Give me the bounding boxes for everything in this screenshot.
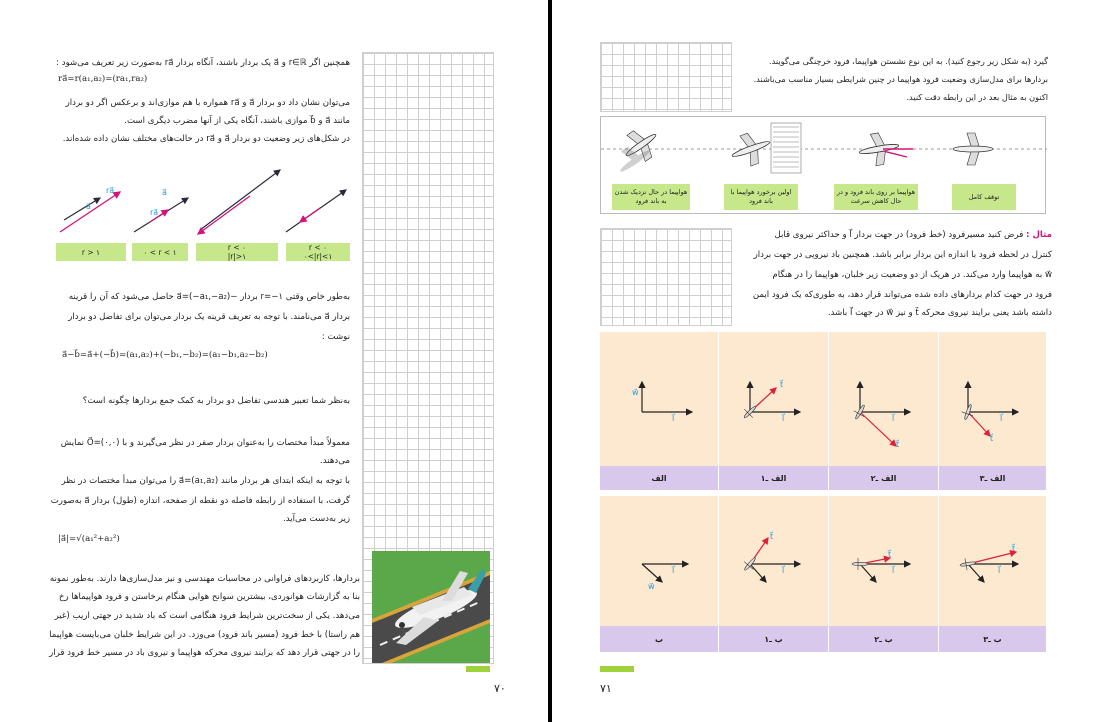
paragraph-application-1: بردارها، کاربردهای فراوانی در محاسبات مهندسی و نیز مدل‌سازی‌ها دارند. به‌طور نمونه xyxy=(49,574,360,584)
example-line-2: کنترل در لحظه فرود با اندازه این بردار برابر باشد. همچنین باد نیرویی در جهت بردار xyxy=(753,250,1052,260)
paragraph-application-5: را در جهتی قرار دهد که برایند نیروی محرکه هواپیما و نیروی باد در مسیر خط فرود قرار xyxy=(49,648,360,658)
paragraph-application-2: بنا به گزارشات هوانوردی، بیشترین سوانح هوایی هنگام برخاستن و فرود هواپیماها رخ xyxy=(58,592,360,602)
intro-2: بردارها برای مدل‌سازی وضعیت فرود هواپیما در چنین شرایطی بسیار مناسب می‌باشند. xyxy=(753,74,1048,84)
caption-be-2: ب ـ۲ xyxy=(829,626,938,652)
intro-1: گیرد (به شکل زیر رجوع کنید). به این نوع نشستن هواپیما، فرود خرچنگی می‌گویند. xyxy=(769,56,1048,66)
label-ra-case1: ra⃗ xyxy=(106,186,115,195)
label-t-alef1: t⃗ xyxy=(780,380,784,389)
page-accent-bar xyxy=(600,666,634,672)
airplane-icon xyxy=(372,551,490,663)
airport-label-stop: توقف کامل xyxy=(952,184,1016,210)
vector-case-label-1: r > ۱ xyxy=(56,243,126,261)
label-l-be2: l⃗ xyxy=(892,566,895,575)
label-l-alef2: l⃗ xyxy=(892,414,895,423)
paragraph-scalar: همچنین اگر r∈ℝ و a⃗ یک بردار باشند، آنگاه بردار ra⃗ به‌صورت زیر تعریف می‌شود : xyxy=(56,58,350,68)
intro-3: اکنون به مثال بعد در این رابطه دقت کنید. xyxy=(906,92,1048,102)
paragraph-length-3: زیر به‌دست می‌آید. xyxy=(282,514,350,524)
label-t-be1: t⃗ xyxy=(770,532,774,541)
vector-cases-figure xyxy=(50,160,350,245)
vector-ra-case1 xyxy=(60,192,120,232)
paragraph-zero-1: معمولاً مبدأ مختصات را به‌عنوان بردار صفر در نظر می‌گیرند و با O⃗=(۰,۰) نمایش xyxy=(60,438,350,448)
example-line-3: w⃗ به هواپیما وارد می‌کند. در هریک از دو وضعیت زیر خلبان، هواپیما را در هنگام xyxy=(772,270,1052,280)
label-l-be: l⃗ xyxy=(672,566,675,575)
vector-ra-case3 xyxy=(198,196,250,234)
airport-label-approach: هواپیما در حال نزدیک شدن به باند فرود xyxy=(612,184,690,210)
question-geometric: به‌نظر شما تعبیر هندسی تفاضل دو بردار به کمک جمع بردارها چگونه است؟ xyxy=(82,396,350,406)
caption-be-3: ب ـ۳ xyxy=(939,626,1046,652)
caption-alef-2: الف ـ۲ xyxy=(829,466,938,490)
example-line-4: فرود در جهت کدام بردارهای داده شده می‌تواند قرار دهد، به طوری‌که یک فرود ایمن xyxy=(752,290,1052,300)
label-a-case2: a⃗ xyxy=(162,188,167,197)
equation-difference: a⃗−b⃗=a⃗+(−b⃗)=(a₁,a₂)+(−b₁,−b₂)=(a₁−b₁,a₂−b₂) xyxy=(62,350,268,360)
airplane-approaching-icon xyxy=(617,122,665,169)
paragraph-length-1: با توجه به اینکه ابتدای هر بردار مانند a⃗=(a₁,a₂) را می‌توان مبدأ مختصات در نظر xyxy=(61,476,350,486)
vector-case-label-2: ۰ < r < ۱ xyxy=(132,243,188,261)
left-page xyxy=(0,0,548,722)
paragraph-application-3: می‌دهد. یکی از سخت‌ترین شرایط فرود هنگامی است که باد شدید در جهتی اریب (غیر xyxy=(54,611,360,621)
page-number: ۷۰ xyxy=(494,682,506,695)
label-l-alef3: l⃗ xyxy=(1000,414,1003,423)
label-w-be: w⃗ xyxy=(648,582,655,591)
caption-be: ب xyxy=(600,626,718,652)
airplane-runway-image xyxy=(372,551,490,663)
paragraph-zero-2: می‌دهند. xyxy=(320,456,350,466)
paragraph-application-4: هم راستا) با خط فرود (مسیر باند فرود) می‌وزد. در این شرایط خلبان می‌بایست هواپیما xyxy=(49,630,360,640)
page-accent-bar xyxy=(466,666,490,672)
right-page xyxy=(552,0,1100,722)
example-text-1: فرض کنید مسیرفرود (خط فرود) در جهت بردار l⃗ و حداکثر نیروی قابل xyxy=(774,230,1024,240)
caption-alef: الف xyxy=(600,466,718,490)
equation-length: |a⃗|=√(a₁²+a₂²) xyxy=(58,534,120,544)
paragraph-parallel-1: می‌توان نشان داد دو بردار a⃗ و ra⃗ همواره با هم موازی‌اند و برعکس اگر دو بردار xyxy=(65,98,350,108)
grid-margin-top xyxy=(600,42,732,112)
caption-be-1: ب ـ۱ xyxy=(719,626,828,652)
caption-alef-3: الف ـ۳ xyxy=(939,466,1046,490)
airport-label-touchdown: اولین برخورد هواپیما با باند فرود xyxy=(724,184,798,210)
label-t-be2: t⃗ xyxy=(888,550,892,559)
paragraph-parallel-3: در شکل‌های زیر وضعیت دو بردار a⃗ و ra⃗ در حالت‌های مختلف نشان داده شده‌اند. xyxy=(62,134,350,144)
label-l-be1: l⃗ xyxy=(782,566,785,575)
label-ra-case2: ra⃗ xyxy=(150,208,159,217)
label-t-be3: t⃗ xyxy=(1012,544,1016,553)
example-label: مثال : xyxy=(1026,230,1052,240)
paragraph-neg-2: بردار a⃗ می‌نامند. با توجه به تعریف قرینه یک بردار می‌توان برای تفاضل دو بردار xyxy=(68,312,350,322)
label-t-alef2: t⃗ xyxy=(896,440,900,449)
caption-alef-1: الف ـ۱ xyxy=(719,466,828,490)
label-t-alef3: t⃗ xyxy=(990,434,994,443)
label-a-case1: a⃗ xyxy=(86,202,91,211)
example-line-1 xyxy=(742,228,1052,243)
page-number: ۷۱ xyxy=(600,682,612,695)
paragraph-parallel-2: مانند a⃗ و b⃗ موازی باشند، آنگاه یکی از آنها مضرب دیگری است. xyxy=(124,116,350,126)
label-w-alef: w⃗ xyxy=(632,388,639,397)
label-l-be3: l⃗ xyxy=(998,566,1001,575)
paragraph-length-2: گرفت، با استفاده از رابطه فاصله دو نقطه از صفحه، اندازه (طول) بردار a⃗ به‌صورت xyxy=(50,496,350,506)
paragraph-neg-1: به‌طور خاص وقتی r=−۱ بردار −a⃗=(−a₁,−a₂) حاصل می‌شود که آن را قرینه xyxy=(68,292,350,302)
equation-scalar: ra⃗=r(a₁,a₂)=(ra₁,ra₂) xyxy=(58,74,148,84)
label-l-alef: l⃗ xyxy=(672,414,675,423)
paragraph-neg-3: نوشت : xyxy=(321,332,350,342)
vector-ra-case4 xyxy=(300,208,320,222)
example-line-5: داشته باشد یعنی برایند نیروی محرکه t⃗ و نیز w⃗ در جهت l⃗ باشد. xyxy=(827,308,1052,318)
label-l-alef1: l⃗ xyxy=(782,414,785,423)
grid-margin-middle xyxy=(600,228,732,326)
vector-case-label-3: r < ۰ |r|>۱ xyxy=(196,243,278,261)
vector-case-label-4: r < ۰ ۰<|r|<۱ xyxy=(286,243,350,261)
airplane-stopped-icon xyxy=(953,133,993,165)
vector-a-case3 xyxy=(200,170,280,230)
airport-label-slowing: هواپیما بر روی باند فرود و در حال کاهش سرعت xyxy=(834,184,918,210)
